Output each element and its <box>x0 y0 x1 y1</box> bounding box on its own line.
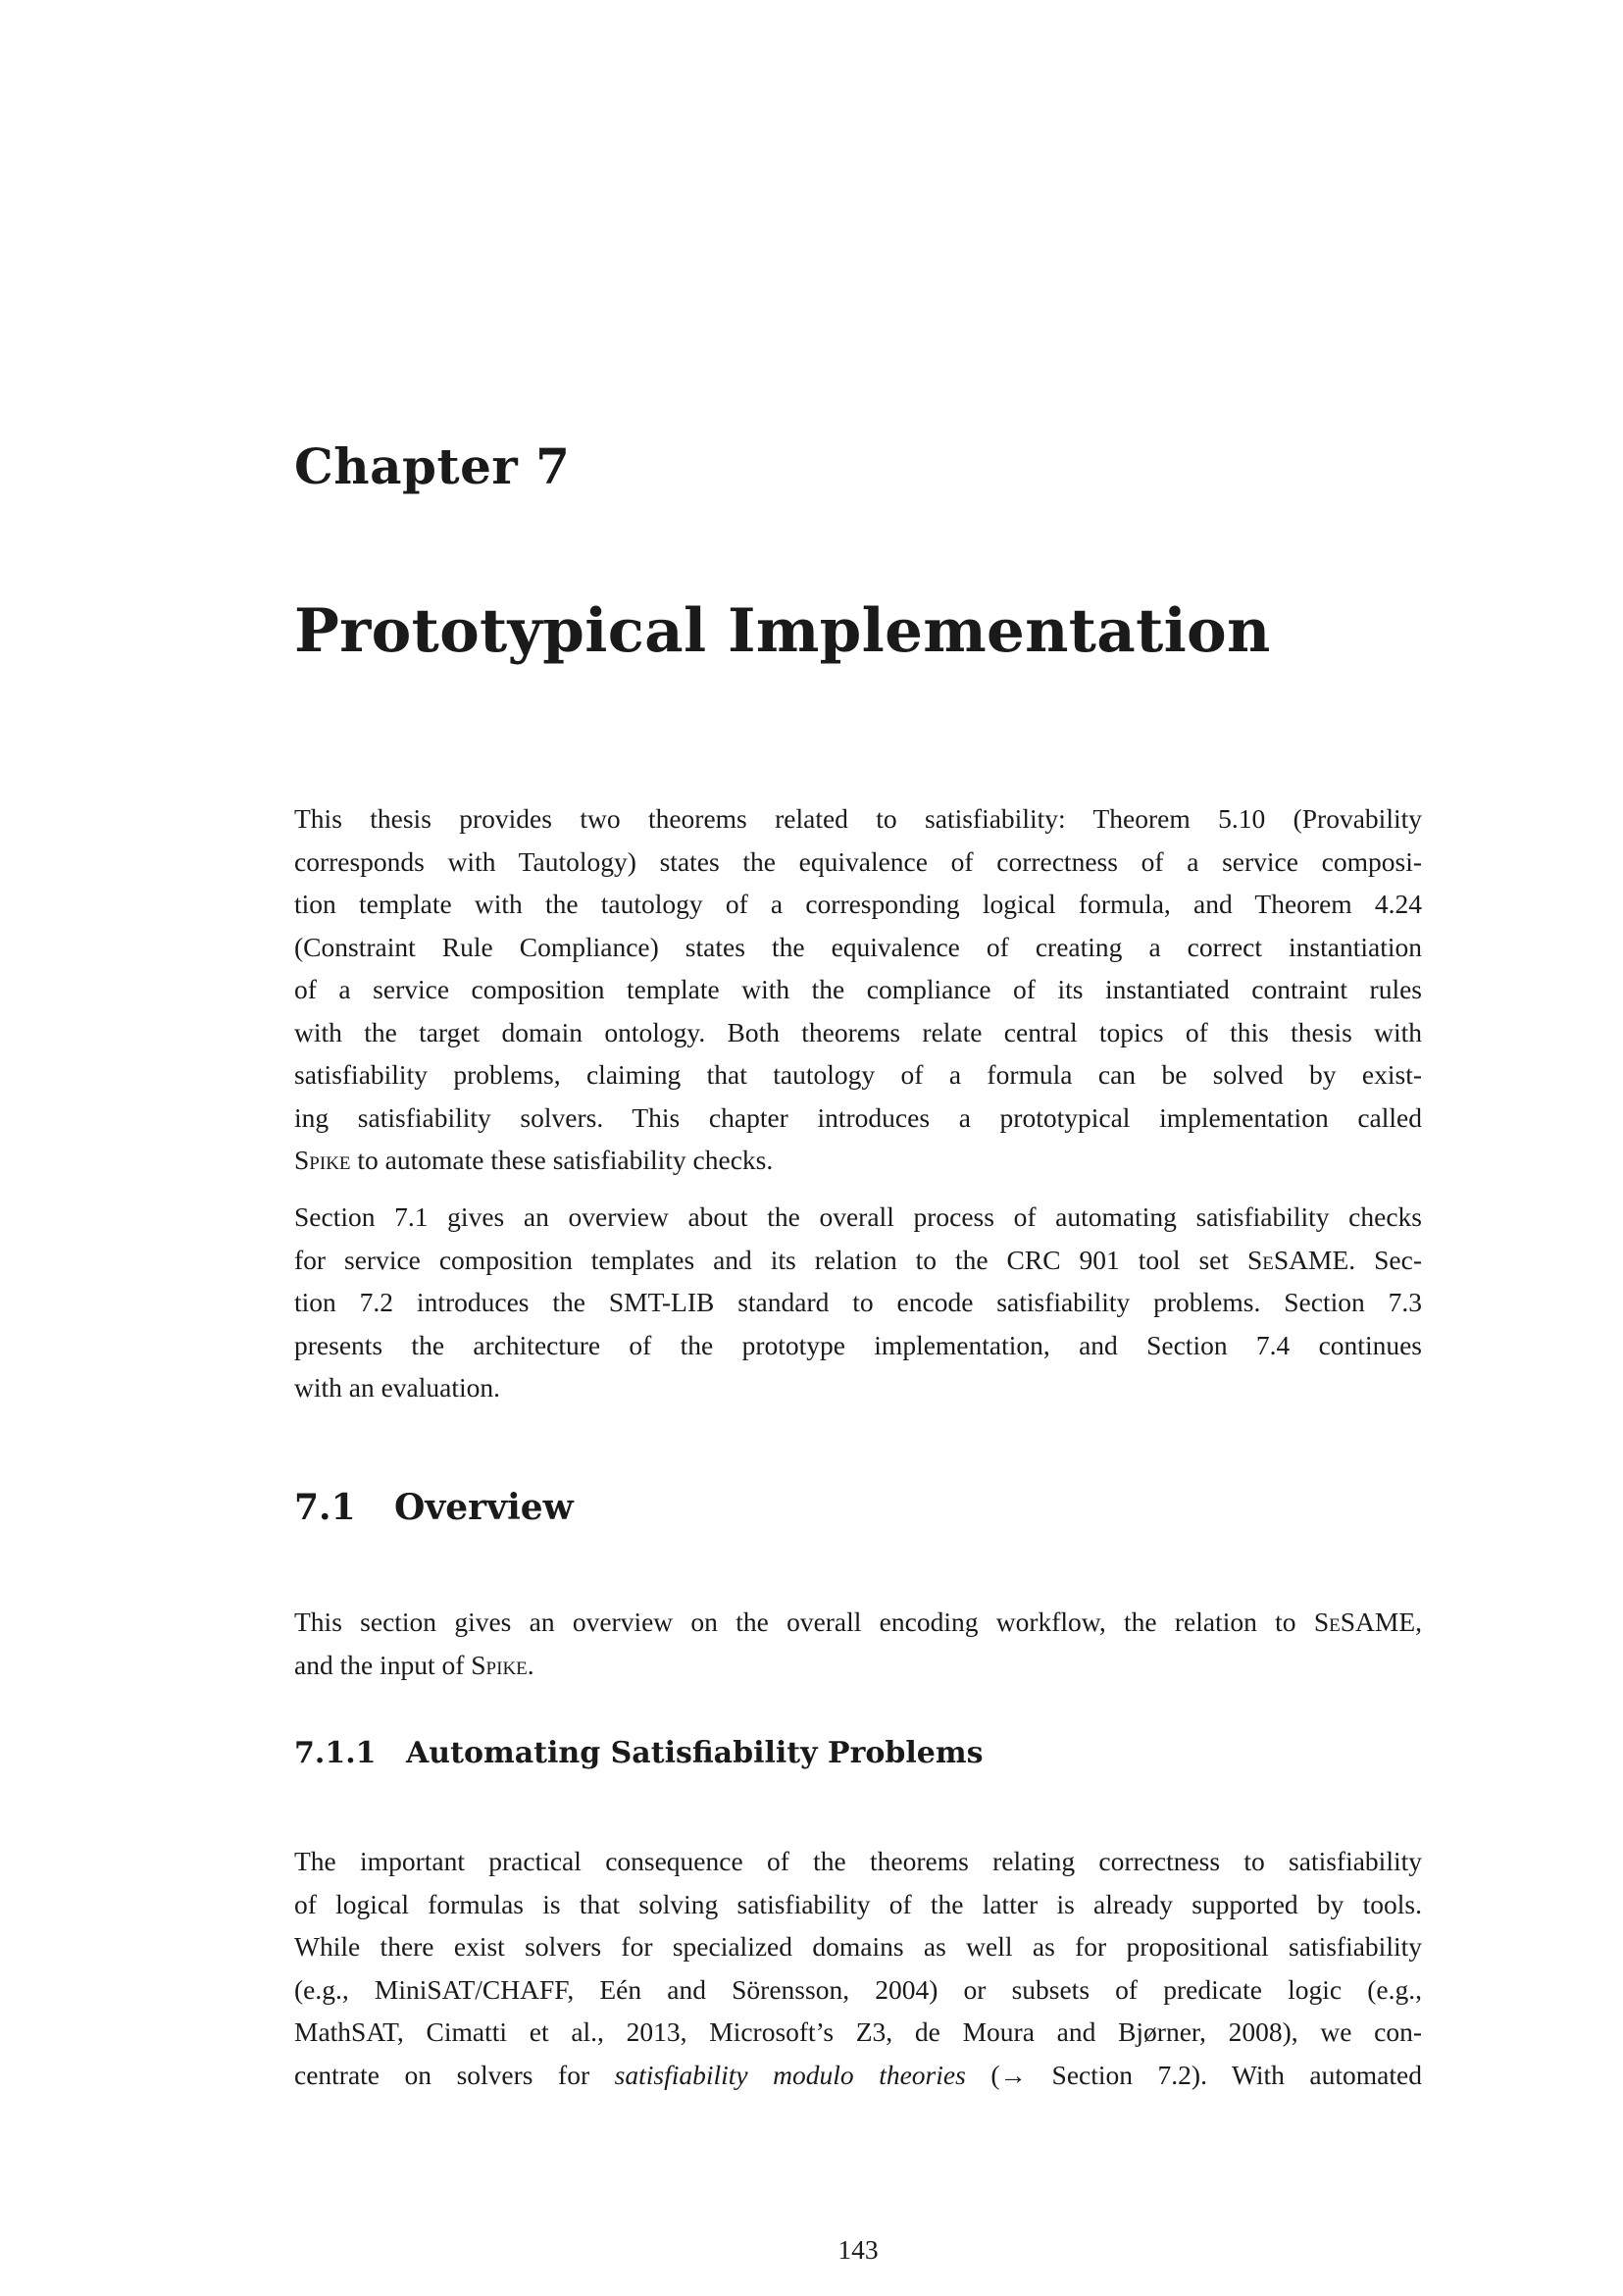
section-title: Automating Satisfiability Problems <box>406 1736 984 1770</box>
tool-name-spike: Spike <box>471 1649 528 1680</box>
text-line: ing satisfiability solvers. This chapter introduces a prototypical implementation called <box>294 1101 1422 1133</box>
text-line: presents the architecture of the prototype implementation, and Section 7.4 continues <box>294 1329 1422 1360</box>
section-number: 7.1 <box>294 1487 356 1528</box>
text-line: with the target domain ontology. Both theorems relate central topics of this thesis with <box>294 1016 1422 1047</box>
text-line: This thesis provides two theorems related to satisfiability: Theorem 5.10 (Provability <box>294 803 1422 834</box>
text-line: MathSAT, Cimatti et al., 2013, Microsoft’s Z3, de Moura and Bjørner, 2008), we con- <box>294 2016 1422 2047</box>
text-fragment: , <box>1415 1607 1422 1637</box>
section-title: Overview <box>394 1487 574 1528</box>
text-line: tion template with the tautology of a corresponding logical formula, and Theorem 4.24 <box>294 889 1422 919</box>
text-fragment: for service composition templates and its relation to the CRC 901 tool set <box>294 1244 1247 1275</box>
text-line <box>294 1139 1422 1182</box>
intro-paragraph-1 <box>294 797 1422 1182</box>
intro-paragraph-2 <box>294 1196 1422 1409</box>
section-number: 7.1.1 <box>294 1736 377 1770</box>
text-line: (e.g., MiniSAT/CHAFF, Eén and Sörensson, 2004) or subsets of predicate logic (e.g., <box>294 1973 1422 2005</box>
text-line <box>294 1601 1422 1644</box>
chapter-label: Chapter 7 <box>294 437 571 495</box>
text-line <box>294 1239 1422 1282</box>
text-line: satisfiability problems, claiming that tautology of a formula can be solved by exist- <box>294 1059 1422 1090</box>
text-fragment: . Sec- <box>1348 1244 1422 1275</box>
section-7-1-1-paragraph <box>294 1840 1422 2096</box>
tool-name-sesame: SeSAME <box>1313 1607 1416 1637</box>
text-line: corresponds with Tautology) states the equivalence of correctness of a service composi- <box>294 845 1422 877</box>
text-line: Section 7.1 gives an overview about the overall process of automating satisfiability checks <box>294 1201 1422 1232</box>
text-fragment: to automate these satisfiability checks. <box>350 1145 774 1175</box>
page-number: 143 <box>837 2234 879 2265</box>
emphasis-term: satisfiability modulo theories <box>614 2059 966 2090</box>
section-7-1-paragraph <box>294 1601 1422 1686</box>
text-line: tion 7.2 introduces the SMT-LIB standard to encode satisfiability problems. Section 7.3 <box>294 1287 1422 1317</box>
text-line: of a service composition template with the compliance of its instantiated contraint rules <box>294 974 1422 1004</box>
text-line: with an evaluation. <box>294 1372 501 1403</box>
text-fragment: . <box>527 1649 534 1680</box>
text-fragment: and the input of <box>294 1649 472 1680</box>
section-heading-7-1-1 <box>294 1734 984 1773</box>
text-fragment: This section gives an overview on the overall encoding workflow, the relation to <box>294 1607 1314 1637</box>
tool-name-spike: Spike <box>294 1145 351 1175</box>
text-fragment: (→ Section 7.2). With automated <box>965 2059 1422 2090</box>
text-line: (Constraint Rule Compliance) states the equivalence of creating a correct instantiation <box>294 931 1422 962</box>
tool-name-sesame: SeSAME <box>1246 1244 1349 1275</box>
document-page <box>294 0 1422 2296</box>
text-line <box>294 2054 1422 2097</box>
text-line: While there exist solvers for specialized domains as well as for propositional satisfiability <box>294 1931 1422 1962</box>
text-fragment: centrate on solvers for <box>294 2059 615 2090</box>
text-line: of logical formulas is that solving satisfiability of the latter is already supported by tools. <box>294 1888 1422 1919</box>
section-heading-7-1 <box>294 1484 574 1531</box>
text-line: The important practical consequence of the theorems relating correctness to satisfiability <box>294 1846 1422 1876</box>
chapter-title: Prototypical Implementation <box>294 596 1271 666</box>
text-line <box>294 1644 1422 1687</box>
